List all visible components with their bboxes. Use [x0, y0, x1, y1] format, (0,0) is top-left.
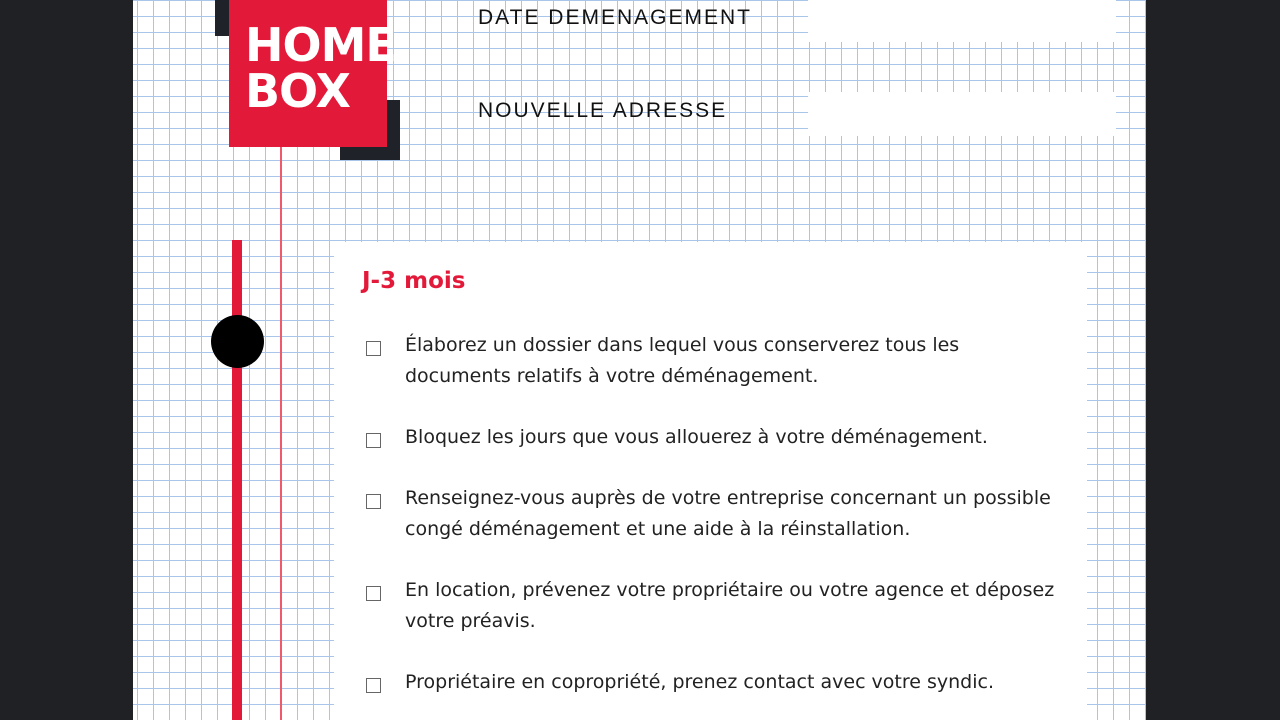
- checklist-page: [133, 0, 1146, 720]
- moving-date-field[interactable]: [808, 0, 1116, 42]
- timeline-bar: [232, 240, 242, 720]
- new-address-label: NOUVELLE ADRESSE: [478, 99, 728, 122]
- task-checkbox[interactable]: [366, 586, 381, 601]
- task-text: Bloquez les jours que vous allouerez à votre déménagement.: [405, 426, 988, 448]
- timeline-marker: [211, 315, 264, 368]
- task-text: Élaborez un dossier dans lequel vous conserverez tous les documents relatifs à votre déménagement.: [405, 334, 960, 387]
- task-text: Propriétaire en copropriété, prenez contact avec votre syndic.: [405, 671, 994, 693]
- logo-line-1: HOME: [245, 18, 396, 72]
- task-checkbox[interactable]: [366, 678, 381, 693]
- task-checkbox[interactable]: [366, 433, 381, 448]
- task-checkbox[interactable]: [366, 341, 381, 356]
- task-text: Renseignez-vous auprès de votre entreprise concernant un possible congé déménagement et une aide à la réinstallation.: [405, 487, 1051, 540]
- homebox-logo: [229, 0, 396, 147]
- checklist-title: J-3 mois: [362, 268, 466, 294]
- task-checkbox[interactable]: [366, 494, 381, 509]
- new-address-field[interactable]: [808, 92, 1116, 136]
- task-text: En location, prévenez votre propriétaire ou votre agence et déposez votre préavis.: [405, 579, 1055, 632]
- moving-date-label: DATE DEMENAGEMENT: [478, 6, 752, 29]
- notebook-margin-line: [280, 147, 282, 720]
- logo-line-2: BOX: [245, 64, 350, 118]
- checklist-card: [334, 242, 1087, 720]
